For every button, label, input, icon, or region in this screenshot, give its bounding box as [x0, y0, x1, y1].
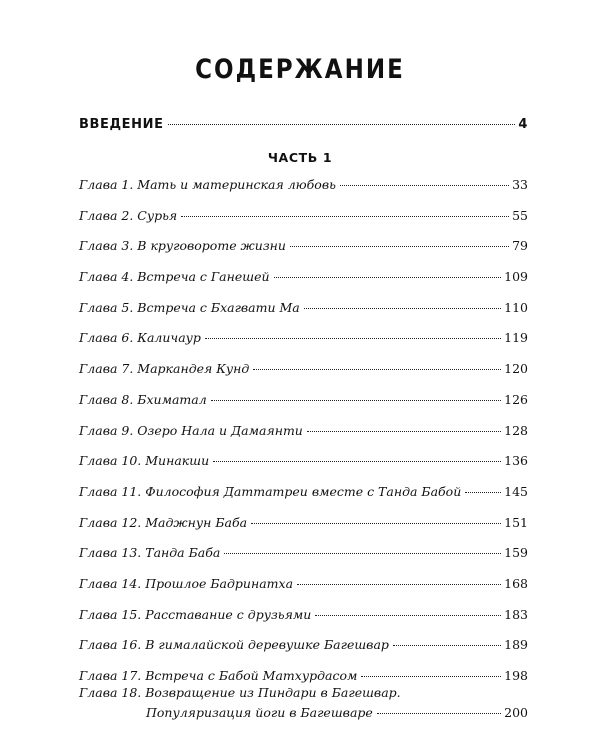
toc-entry-label: Глава 5. Встреча с Бхагвати Ма — [79, 299, 300, 315]
toc-entry-page: 151 — [504, 514, 528, 530]
toc-entry-page: 159 — [504, 545, 528, 561]
toc-entry-page: 198 — [504, 668, 528, 683]
toc-entry-last[interactable] — [79, 683, 528, 723]
dot-leader — [340, 185, 509, 186]
toc-entry-label: Глава 18. Возвращение из Пиндари в Багешвар. — [79, 685, 401, 700]
toc-entry[interactable] — [79, 328, 528, 359]
page-title: СОДЕРЖАНИЕ — [195, 55, 405, 85]
toc-entry[interactable] — [79, 206, 528, 237]
toc-entry[interactable] — [79, 390, 528, 421]
dot-leader — [274, 277, 502, 278]
dot-leader — [181, 216, 509, 217]
toc-entry-page: 110 — [504, 299, 528, 315]
part-heading: ЧАСТЬ 1 — [267, 150, 333, 165]
toc-entry[interactable] — [79, 574, 528, 605]
toc-entry[interactable] — [79, 298, 528, 329]
toc-entry-page: 55 — [512, 207, 528, 223]
toc-entry[interactable] — [79, 543, 528, 574]
toc-entry-page: 168 — [504, 575, 528, 591]
toc-entry-label: Глава 4. Встреча с Ганешей — [79, 269, 270, 285]
toc-entry-page: 200 — [504, 705, 528, 720]
toc-entry-label-continuation: Популяризация йоги в Багешваре — [146, 705, 373, 720]
toc-entry[interactable] — [79, 421, 528, 452]
toc-entry-page: 109 — [504, 269, 528, 285]
toc-list — [79, 175, 528, 697]
toc-entry[interactable] — [79, 236, 528, 267]
toc-entry[interactable] — [79, 513, 528, 544]
dot-leader — [290, 246, 509, 247]
toc-entry-page: 119 — [504, 330, 528, 346]
dot-leader — [307, 431, 501, 432]
toc-entry-label: Глава 3. В круговороте жизни — [79, 238, 286, 254]
toc-entry-label: Глава 15. Расставание с друзьями — [79, 606, 312, 622]
toc-entry-label: Глава 11. Философия Даттатреи вместе с Танда Бабой — [79, 483, 462, 499]
toc-entry[interactable] — [79, 451, 528, 482]
toc-entry-page: 189 — [504, 637, 528, 653]
toc-entry-label: Глава 10. Минакши — [79, 453, 210, 469]
dot-leader — [304, 308, 501, 309]
dot-leader — [211, 400, 501, 401]
toc-entry-page: 183 — [504, 606, 528, 622]
toc-entry-page: 79 — [512, 238, 528, 254]
dot-leader — [315, 615, 501, 616]
toc-entry[interactable] — [79, 605, 528, 636]
dot-leader — [251, 523, 501, 524]
dot-leader — [253, 369, 501, 370]
toc-entry-label: Глава 2. Сурья — [79, 207, 178, 223]
toc-entry-intro[interactable] — [79, 117, 528, 132]
toc-entry-label: Глава 1. Мать и материнская любовь — [79, 177, 336, 192]
toc-entry[interactable] — [79, 175, 528, 206]
dot-leader — [213, 461, 501, 462]
toc-entry-label: Глава 9. Озеро Нала и Дамаянти — [79, 422, 303, 438]
toc-entry-label: Глава 13. Танда Баба — [79, 545, 221, 561]
dot-leader — [205, 338, 501, 339]
dot-leader — [465, 492, 501, 493]
toc-entry-page: 4 — [518, 117, 528, 132]
dot-leader — [393, 645, 501, 646]
toc-entry-label: Глава 7. Маркандея Кунд — [79, 361, 250, 377]
toc-entry-page: 126 — [504, 391, 528, 407]
toc-entry-page: 120 — [504, 361, 528, 377]
toc-entry-page: 136 — [504, 453, 528, 469]
toc-entry-label: Глава 8. Бхиматал — [79, 391, 207, 407]
toc-entry-label: Глава 14. Прошлое Бадринатха — [79, 575, 294, 591]
dot-leader — [361, 676, 501, 677]
toc-entry[interactable] — [79, 267, 528, 298]
toc-entry-label: Глава 17. Встреча с Бабой Матхурдасом — [79, 668, 358, 683]
toc-entry[interactable] — [79, 359, 528, 390]
toc-entry-label: Глава 12. Маджнун Баба — [79, 514, 248, 530]
toc-entry-page: 128 — [504, 422, 528, 438]
toc-entry-continuation — [79, 703, 528, 723]
toc-entry[interactable] — [79, 635, 528, 666]
toc-entry-page: 33 — [512, 177, 528, 192]
toc-entry-label: Глава 6. Каличаур — [79, 330, 201, 346]
toc-entry-label: ВВЕДЕНИЕ — [79, 117, 164, 132]
toc-entry[interactable] — [79, 482, 528, 513]
toc-entry-label: Глава 16. В гималайской деревушке Багешвар — [79, 637, 389, 653]
dot-leader — [168, 124, 516, 125]
dot-leader — [224, 553, 501, 554]
dot-leader — [297, 584, 501, 585]
toc-entry-page: 145 — [504, 483, 528, 499]
dot-leader — [377, 713, 501, 714]
